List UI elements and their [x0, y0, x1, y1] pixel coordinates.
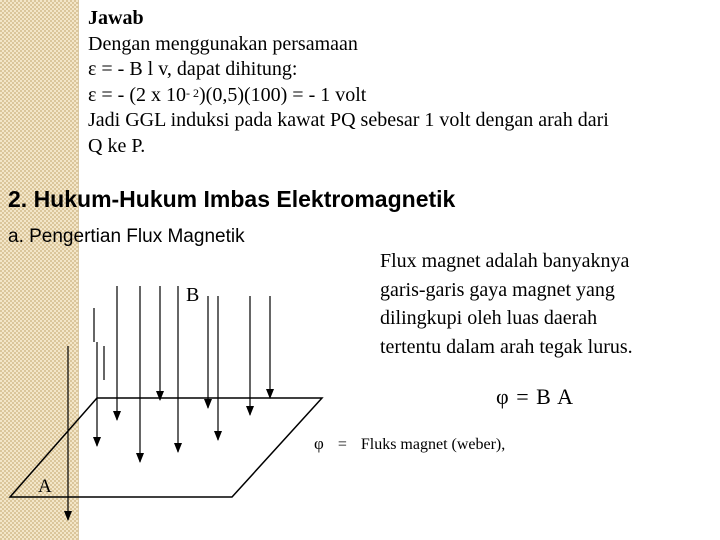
symbol-definition-symbol: φ: [314, 434, 324, 453]
flux-formula: φ = B A: [496, 384, 574, 409]
answer-line-5: Q ke P.: [88, 134, 146, 157]
symbol-definition-text: Fluks magnet (weber),: [360, 436, 506, 453]
section-heading: 2. Hukum-Hukum Imbas Elektromagnetik: [8, 186, 456, 212]
answer-line-3-pre: ε = - (2 x 10: [88, 83, 186, 106]
definition-line-2: garis-garis gaya magnet yang: [380, 278, 615, 301]
definition-line-4: tertentu dalam arah tegak lurus.: [380, 335, 633, 358]
answer-title: Jawab: [88, 7, 144, 29]
symbol-definition-equals: =: [337, 436, 347, 453]
answer-line-3-exponent: - 2: [186, 85, 199, 100]
answer-line-1: Dengan menggunakan persamaan: [88, 32, 358, 55]
field-lines: [68, 286, 270, 520]
subsection-heading: a. Pengertian Flux Magnetik: [8, 226, 245, 247]
field-label-b: B: [186, 284, 200, 306]
definition-line-1: Flux magnet adalah banyaknya: [380, 250, 630, 272]
answer-line-4: Jadi GGL induksi pada kawat PQ sebesar 1 volt dengan arah dari: [88, 109, 609, 131]
definition-line-3: dilingkupi oleh luas daerah: [380, 307, 598, 329]
area-label-a: A: [38, 476, 52, 497]
answer-line-3-post: )(0,5)(100) = - 1 volt: [199, 83, 367, 106]
area-parallelogram: [10, 398, 322, 497]
answer-line-2: ε = - B l v, dapat dihitung:: [88, 58, 298, 80]
